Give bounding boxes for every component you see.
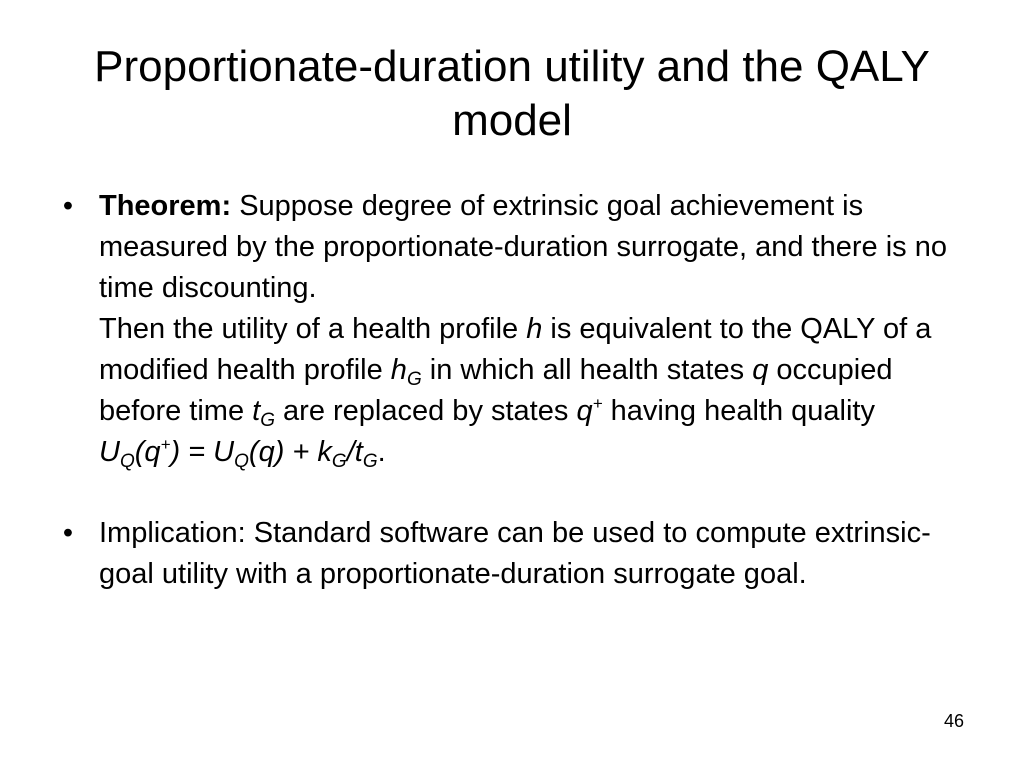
theorem-text-4: in which all health states [421, 354, 753, 386]
theorem-text-7: having health quality [602, 395, 875, 427]
var-hG-base: h [390, 354, 407, 386]
bullet-theorem [58, 186, 958, 473]
bullet-marker: • [62, 517, 74, 549]
formula-open: (q [134, 436, 161, 468]
formula-q: (q) + k [248, 436, 332, 468]
formula-Q2: Q [234, 451, 249, 472]
page-number: 46 [943, 711, 964, 731]
bullet-list [58, 186, 958, 595]
var-hG [390, 354, 422, 390]
var-h: h [526, 313, 543, 345]
formula-plus: + [160, 435, 171, 454]
theorem-text-6: are replaced by states [274, 395, 577, 427]
theorem-text-3: is equivalent to the QALY of a modified health profile [99, 313, 932, 386]
var-tG-sub: G [260, 410, 275, 431]
formula-G2: G [362, 451, 378, 472]
formula-slash: /t [346, 436, 363, 468]
implication-text: Implication: Standard software can be used to compute extrinsic-goal utility with a proportionate-duration surrogate goal. [99, 517, 931, 590]
var-qplus [576, 395, 602, 427]
formula-U1: U [99, 436, 120, 468]
formula-Q1: Q [119, 451, 135, 472]
formula-G1: G [331, 451, 347, 472]
bullet-marker: • [62, 190, 74, 222]
var-qplus-base: q [576, 395, 593, 427]
bullet-implication [58, 513, 958, 595]
theorem-text-5: occupied before time [99, 354, 893, 427]
var-tG [252, 395, 275, 431]
formula [99, 435, 378, 472]
slide-title: Proportionate-duration utility and the QALY model [94, 42, 930, 145]
var-hG-sub: G [406, 369, 422, 390]
formula-eq: ) = U [170, 436, 235, 468]
var-qplus-sup: + [592, 394, 603, 413]
formula-end: . [377, 436, 386, 468]
var-tG-base: t [252, 395, 261, 427]
theorem-label: Theorem: [99, 190, 232, 222]
var-q: q [752, 354, 769, 386]
theorem-text-1: Suppose degree of extrinsic goal achievement is measured by the proportionate-duration surrogate, and there is no time discounting. [99, 190, 947, 304]
theorem-text-2: Then the utility of a health profile [99, 313, 527, 345]
